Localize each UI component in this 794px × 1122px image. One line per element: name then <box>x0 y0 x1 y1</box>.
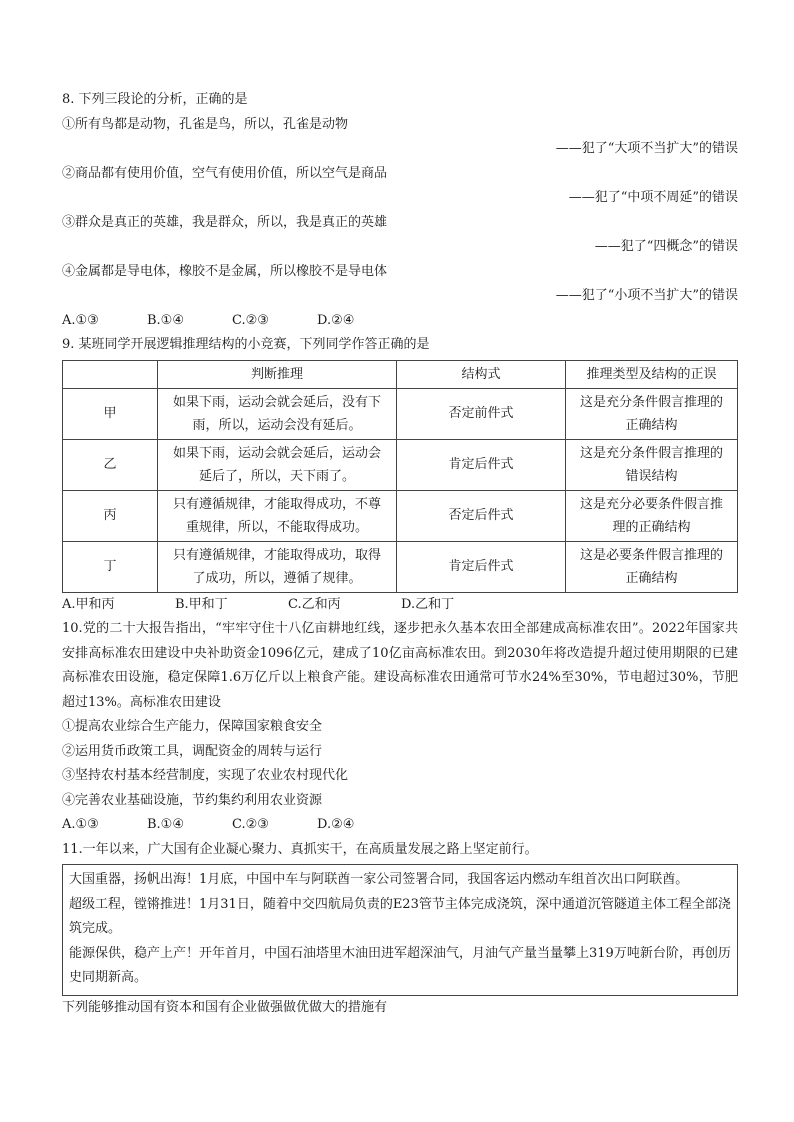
row-student: 丁 <box>63 541 158 592</box>
q9-option-b[interactable]: B.甲和丁 <box>175 596 228 612</box>
q8-note-3: ——犯了“四概念”的错误 <box>594 239 738 254</box>
row-judgment: 这是充分必要条件假言推理的正确结构 <box>566 490 738 541</box>
q8-statement-4: ④金属都是导电体，橡胶不是金属，所以橡胶不是导电体 <box>62 263 388 279</box>
q10-option-a[interactable]: A.①③ <box>62 817 99 832</box>
q8-option-b[interactable]: B.①④ <box>147 312 184 328</box>
q11-material-1: 大国重器，扬帆出海！1月底，中国中车与阿联酋一家公司签署合同，我国客运内燃动车组首次出口阿联酋。 <box>69 872 689 887</box>
question-10 <box>62 617 738 838</box>
table-row <box>63 388 738 439</box>
q10-option-b[interactable]: B.①④ <box>147 817 184 832</box>
q8-note-4: ——犯了“小项不当扩大”的错误 <box>555 288 738 303</box>
row-form: 否定前件式 <box>397 388 566 439</box>
row-reasoning: 如果下雨，运动会就会延后，运动会延后了，所以，天下雨了。 <box>158 439 397 490</box>
q8-options <box>62 309 738 334</box>
row-form: 肯定后件式 <box>397 541 566 592</box>
table-row <box>63 541 738 592</box>
table-header-row <box>63 360 738 388</box>
question-10-stem: 10.党的二十大报告指出，“牢牢守住十八亿亩耕地红线，逐步把永久基本农田全部建成高标准农田”。2022年国家共安排高标准农田建设中央补助资金1096亿元，建成了10亿亩高标准农田。到2030年将改造提升超过使用期限的已建高标准农田设施，稳定保障1.6万亿斤以上粮食产能。建设高标准农田通常可节水24%至30%，节电超过30%，节肥超过13%。高标准农田建设 <box>62 621 738 710</box>
q10-item-4: ④完善农业基础设施，节约集约利用农业资源 <box>62 792 323 808</box>
q11-material-3: 能源保供，稳产上产！开年首月，中国石油塔里木油田进军超深油气，月油气产量当量攀上319万吨新台阶，再创历史同期新高。 <box>69 945 731 985</box>
q10-item-1: ①提高农业综合生产能力，保障国家粮食安全 <box>62 719 323 734</box>
q11-material-2: 超级工程，镗锵推进！1月31日，随着中交四航局负责的E23管节主体完成浇筑，深中通道沉管隧道主体工程全部浇筑完成。 <box>69 896 731 936</box>
question-8 <box>62 88 738 333</box>
q10-option-c[interactable]: C.②③ <box>232 817 269 832</box>
table-header-reasoning: 判断推理 <box>158 360 397 388</box>
q9-options <box>62 593 738 618</box>
row-judgment: 这是充分条件假言推理的错误结构 <box>566 439 738 490</box>
q8-option-c[interactable]: C.②③ <box>232 312 269 328</box>
row-form: 肯定后件式 <box>397 439 566 490</box>
question-11-stem: 11.一年以来，广大国有企业凝心聚力、真抓实干，在高质量发展之路上坚定前行。 <box>62 841 538 857</box>
q8-statement-1: ①所有鸟都是动物，孔雀是鸟，所以，孔雀是动物 <box>62 116 349 132</box>
q9-option-d[interactable]: D.乙和丁 <box>401 596 455 612</box>
row-student: 乙 <box>63 439 158 490</box>
table-header-empty <box>63 360 158 388</box>
q8-note-2: ——犯了“中项不周延”的错误 <box>568 190 738 205</box>
row-student: 甲 <box>63 388 158 439</box>
row-form: 否定后件式 <box>397 490 566 541</box>
q10-item-3: ③坚持农村基本经营制度，实现了农业农村现代化 <box>62 768 349 783</box>
q10-options <box>62 813 738 838</box>
q8-option-d[interactable]: D.②④ <box>317 312 355 328</box>
exam-page <box>62 88 738 1020</box>
question-8-stem: 8. 下列三段论的分析，正确的是 <box>62 92 248 107</box>
q8-statement-3: ③群众是真正的英雄，我是群众，所以，我是真正的英雄 <box>62 214 388 230</box>
table-row <box>63 439 738 490</box>
q8-note-1: ——犯了“大项不当扩大”的错误 <box>555 141 738 156</box>
q11-question: 下列能够推动国有资本和国有企业做强做优做大的措施有 <box>62 999 388 1015</box>
q10-item-2: ②运用货币政策工具，调配资金的周转与运行 <box>62 743 323 759</box>
question-11 <box>62 838 738 1021</box>
q9-table <box>62 360 738 593</box>
row-reasoning: 只有遵循规律，才能取得成功，取得了成功，所以，遵循了规律。 <box>158 541 397 592</box>
q8-option-a[interactable]: A.①③ <box>62 312 99 328</box>
q8-statement-2: ②商品都有使用价值，空气有使用价值，所以空气是商品 <box>62 165 388 181</box>
question-9-stem: 9. 某班同学开展逻辑推理结构的小竞赛，下列同学作答正确的是 <box>62 337 430 352</box>
q10-option-d[interactable]: D.②④ <box>317 817 355 832</box>
row-reasoning: 只有遵循规律，才能取得成功，不尊重规律，所以，不能取得成功。 <box>158 490 397 541</box>
table-header-form: 结构式 <box>397 360 566 388</box>
q9-option-c[interactable]: C.乙和丙 <box>288 596 341 612</box>
question-9 <box>62 333 738 617</box>
q9-option-a[interactable]: A.甲和丙 <box>62 596 115 612</box>
row-judgment: 这是必要条件假言推理的正确结构 <box>566 541 738 592</box>
table-row <box>63 490 738 541</box>
q11-material-box <box>62 864 738 996</box>
row-student: 丙 <box>63 490 158 541</box>
row-reasoning: 如果下雨，运动会就会延后，没有下雨，所以，运动会没有延后。 <box>158 388 397 439</box>
table-header-judgment: 推理类型及结构的正误 <box>566 360 738 388</box>
row-judgment: 这是充分条件假言推理的正确结构 <box>566 388 738 439</box>
